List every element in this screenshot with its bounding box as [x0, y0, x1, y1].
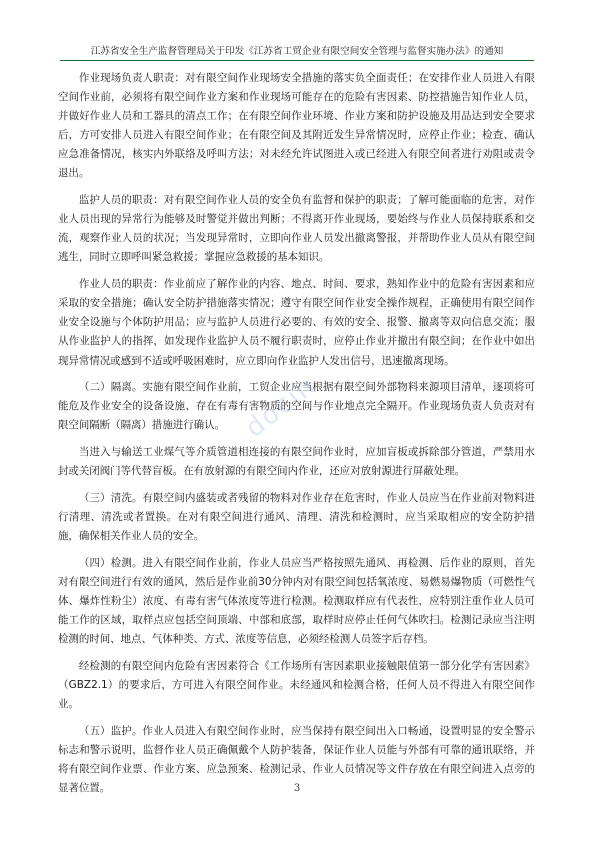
paragraph-site-leader-duties: 作业现场负责人职责：对有限空间作业现场安全措施的落实负全面责任；在安排作业人员进入有限空间作业前，必须将有限空间作业方案和作业现场可能存在的危险有害因素、防控措施告知作业人员，并做好作业人员和工器具的清点工作；在有限空间作业环境、作业方案和防护设施及用品达到安全要求后，方可安排人员进入有限空间作业；在有限空间及其附近发生异常情况时，应停止作业；检查、确认应急准备情况，核实内外联络及呼叫方法；对未经允许试图进入或已经进入有限空间者进行劝阻或责令退出。: [58, 72, 535, 180]
paragraph-detection: （四）检测。进入有限空间作业前，作业人员应当严格按照先通风、再检测、后作业的原则，首先对有限空间进行有效的通风，然后是作业前30分钟内对有限空间包括氧浓度、易燃易爆物质（可燃性气体、爆炸性粉尘）浓度、有毒有害气体浓度等进行检测。检测取样应有代表性，应特别注重作业人员可能工作的区域，取样点应包括空间顶端、中部和底部，取样时应停止任何气体吹扫。检测记录应当注明检测的时间、地点、气体种类、方式、浓度等信息，必须经检测人员签字后存档。: [58, 556, 535, 646]
paragraph-supervision: （五）监护。作业人员进入有限空间作业时，应当保持有限空间出入口畅通，设置明显的安全警示标志和警示说明，监督作业人员正确佩戴个人防护装备，保证作业人员能与外部有可靠的通讯联络，并将有限空间作业票、作业方案、应急预案、检测记录、作业人员情况等文件存放在有限空间进入点旁的显著位置。: [58, 724, 535, 794]
paragraph-cleaning: （三）清洗。有限空间内盛装或者残留的物料对作业存在危害时，作业人员应当在作业前对物料进行清理、清洗或者置换。在对有限空间进行通风、清理、清洗和检测时，应当采取相应的安全防护措施，确保相关作业人员的安全。: [58, 491, 535, 543]
paragraph-worker-duties: 作业人员的职责：作业前应了解作业的内容、地点、时间、要求，熟知作业中的危险有害因素和应采取的安全措施；确认安全防护措施落实情况；遵守有限空间作业安全操作规程，正确使用有限空间作业安全设施与个体防护用品；应与监护人员进行必要的、有效的安全、报警、撤离等双向信息交流；服从作业监护人的指挥，如发现作业监护人员不履行职责时，应停止作业并撤出有限空间；在作业中如出现异常情况或感到不适或呼吸困难时，应立即向作业监护人发出信号，迅速撤离现场。: [58, 278, 535, 367]
paragraph-isolation: （二）隔离。实施有限空间作业前，工贸企业应当根据有限空间外部物料来源项目清单，逐项将可能危及作业安全的设备设施、存在有毒有害物质的空间与作业地点完全隔开。作业现场负责人负责对有限空间隔断（隔离）措施进行确认。: [58, 381, 535, 432]
paragraph-monitor-duties: 监护人员的职责：对有限空间作业人员的安全负有监督和保护的职责；了解可能面临的危害，对作业人员出现的异常行为能够及时警觉并做出判断；不得离开作业现场，要始终与作业人员保持联系和交流，观察作业人员的状况；当发现异常时，立即向作业人员发出撤离警报，并帮助作业人员从有限空间逃生，同时立即呼叫紧急救援；掌握应急救援的基本知识。: [58, 194, 535, 264]
document-body: [58, 69, 535, 806]
running-header: 江苏省安全生产监督管理局关于印发《江苏省工贸企业有限空间安全管理与监督实施办法》的通知: [60, 43, 534, 61]
page-number: 3: [293, 783, 301, 794]
paragraph-gas-pipeline: 当进入与输送工业煤气等介质管道相连接的有限空间作业时，应加盲板或拆除部分管道，严禁用水封或关闭阀门等代替盲板。在有放射源的有限空间内作业，还应对放射源进行屏蔽处理。: [58, 446, 535, 478]
watermark-logo: docin: [240, 370, 322, 444]
paragraph-detection-standard: 经检测的有限空间内危险有害因素符合《工作场所有害因素职业接触限值第一部分化学有害因素》（GBZ2.1）的要求后，方可进入有限空间作业。未经通风和检测合格，任何人员不得进入有限空间作业。: [58, 659, 535, 710]
